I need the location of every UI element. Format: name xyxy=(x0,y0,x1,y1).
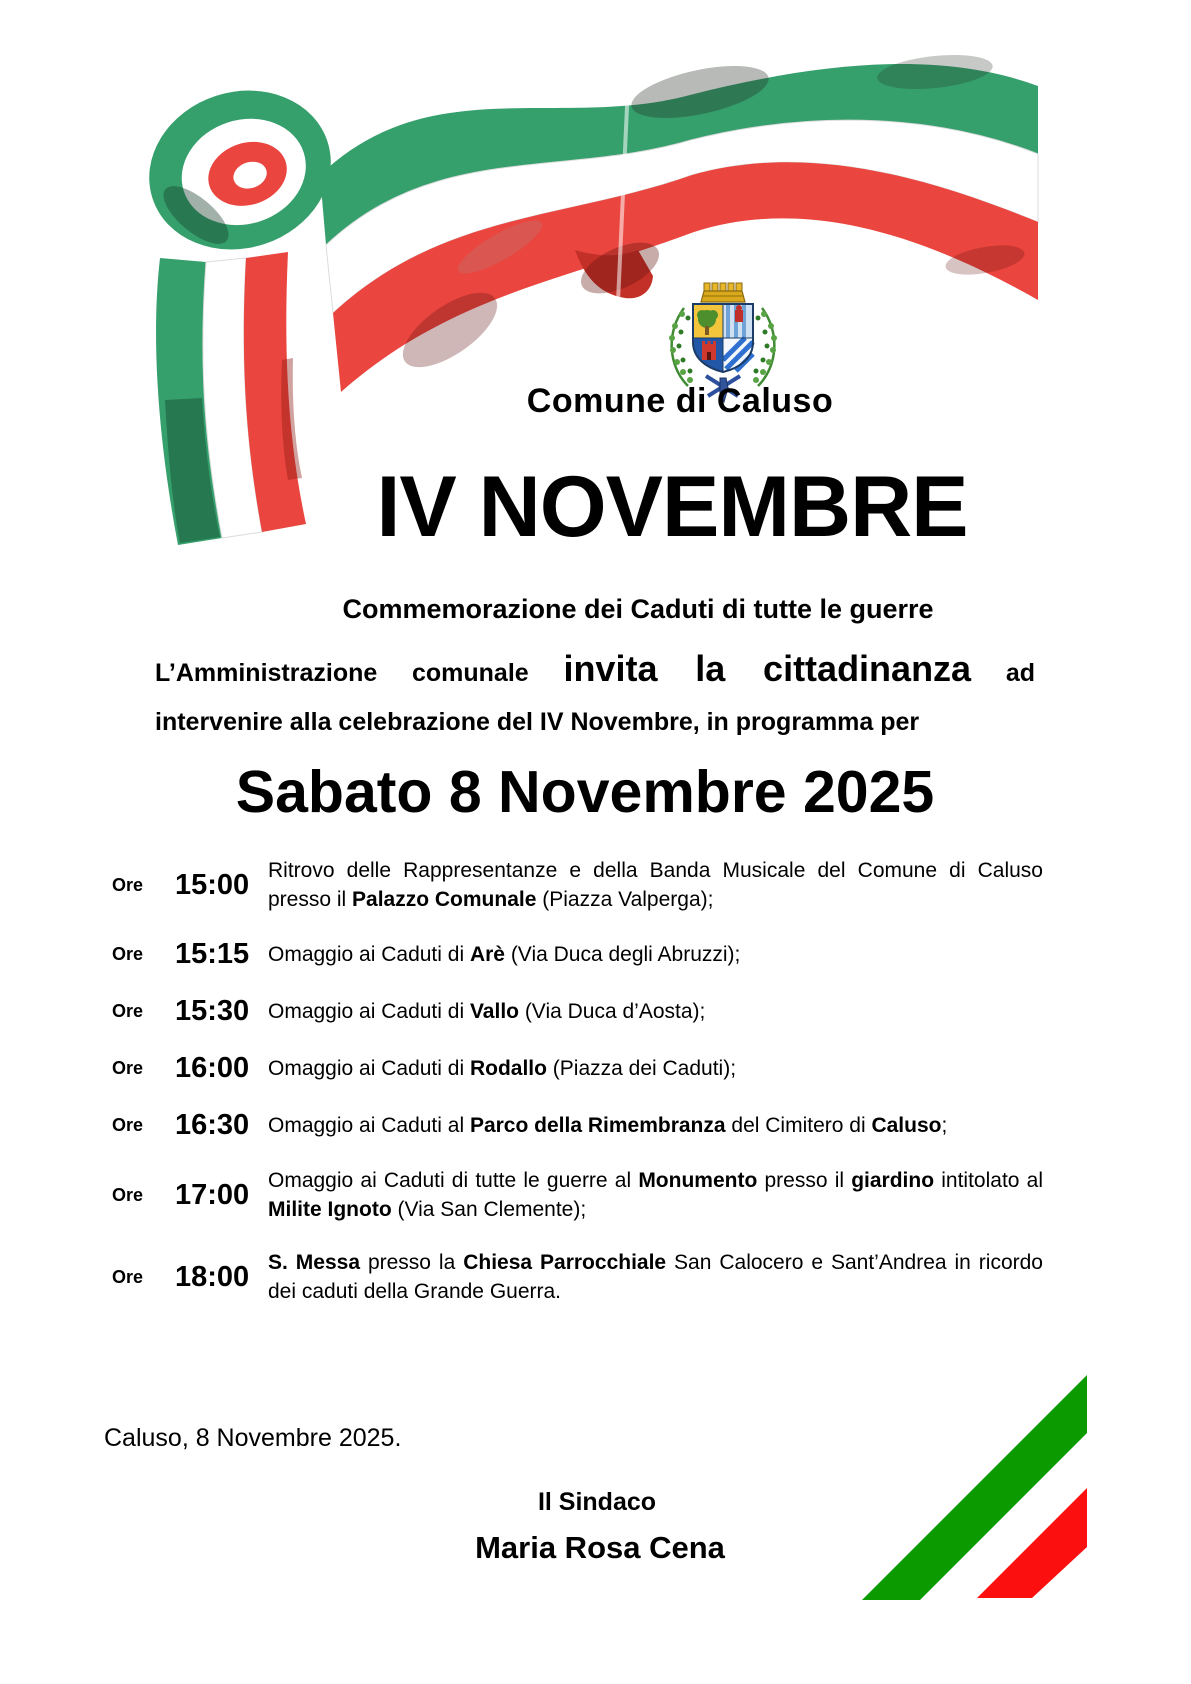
invitation-emphasis: invita la cittadinanza xyxy=(563,648,972,689)
invitation-tail: ad xyxy=(1005,659,1036,687)
row-description: Omaggio ai Caduti di tutte le guerre al Monumento presso il giardino intitolato al Milite Ignoto (Via San Clemente); xyxy=(268,1169,1043,1221)
time-value: 15:00 xyxy=(175,868,250,901)
event-title: IV NOVEMBRE xyxy=(376,459,968,555)
ore-label: Ore xyxy=(112,1266,144,1287)
row-description: Omaggio ai Caduti al Parco della Rimembranza del Cimitero di Caluso; xyxy=(268,1114,948,1137)
ore-label: Ore xyxy=(112,1115,144,1135)
signature-role: Il Sindaco xyxy=(537,1488,657,1516)
time-value: 15:30 xyxy=(175,995,250,1027)
time-value: 16:00 xyxy=(175,1052,250,1084)
schedule-row xyxy=(0,938,1191,971)
row-description: Omaggio ai Caduti di Arè (Via Duca degli Abruzzi); xyxy=(268,943,741,966)
time-value: 15:15 xyxy=(175,938,250,970)
row-description: Omaggio ai Caduti di Rodallo (Piazza dei Caduti); xyxy=(268,1057,737,1080)
invitation-line-1 xyxy=(155,648,1035,694)
ore-label: Ore xyxy=(112,874,144,895)
signature-name: Maria Rosa Cena xyxy=(475,1530,725,1565)
ribbon-knot xyxy=(128,67,351,272)
municipality-name: Comune di Caluso xyxy=(526,382,834,420)
event-subtitle: Commemorazione dei Caduti di tutte le guerre xyxy=(342,594,934,624)
row-description: S. Messa presso la Chiesa Parrocchiale San Calocero e Sant’Andrea in ricordo dei caduti della Grande Guerra. xyxy=(268,1251,1043,1303)
schedule-row xyxy=(0,995,1191,1028)
invitation-paragraph xyxy=(155,648,1035,740)
schedule-row xyxy=(0,1109,1191,1142)
time-value: 17:00 xyxy=(175,1178,250,1211)
time-value: 18:00 xyxy=(175,1260,250,1293)
schedule-row xyxy=(0,1166,1191,1224)
schedule-list xyxy=(0,856,1191,1330)
place-date: Caluso, 8 Novembre 2025. xyxy=(104,1424,402,1452)
time-value: 16:30 xyxy=(175,1109,250,1141)
ore-label: Ore xyxy=(112,1001,144,1021)
shield-icon xyxy=(693,304,753,372)
crown-icon xyxy=(701,283,745,302)
ore-label: Ore xyxy=(112,944,144,964)
ore-label: Ore xyxy=(112,1058,144,1078)
row-description: Ritrovo delle Rappresentanze e della Banda Musicale del Comune di Caluso presso il Palazzo Comunale (Piazza Valperga); xyxy=(268,859,1043,911)
schedule-row xyxy=(0,856,1191,914)
ore-label: Ore xyxy=(112,1184,144,1205)
event-date-heading: Sabato 8 Novembre 2025 xyxy=(235,759,935,825)
invitation-line-2: intervenire alla celebrazione del IV Novembre, in programma per xyxy=(155,708,920,736)
schedule-row xyxy=(0,1248,1191,1306)
row-description: Omaggio ai Caduti di Vallo (Via Duca d’Aosta); xyxy=(268,1000,706,1023)
invitation-lead: L’Amministrazione comunale xyxy=(155,659,529,687)
schedule-row xyxy=(0,1052,1191,1085)
